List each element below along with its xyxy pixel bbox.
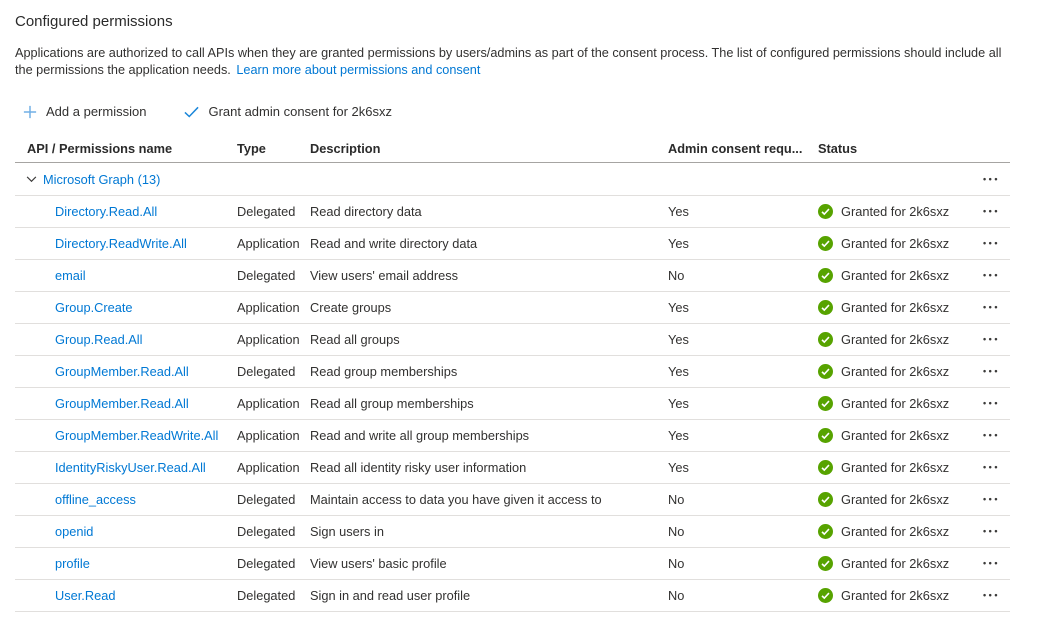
admin-consent-required-value: No	[668, 492, 685, 507]
table-body	[15, 196, 1010, 612]
admin-consent-required-value: No	[668, 556, 685, 571]
permission-type: Delegated	[237, 556, 296, 571]
status-cell	[818, 428, 973, 443]
permission-description: Create groups	[310, 300, 392, 315]
admin-consent-required-value: Yes	[668, 236, 689, 251]
add-permission-label: Add a permission	[46, 104, 147, 119]
learn-more-link[interactable]: Learn more about permissions and consent	[236, 62, 481, 77]
row-menu-button[interactable]: •••	[981, 395, 1002, 412]
grant-admin-consent-label: Grant admin consent for 2k6sxz	[208, 104, 392, 119]
row-menu-button[interactable]: •••	[981, 427, 1002, 444]
status-cell	[818, 460, 973, 475]
permission-description: Sign users in	[310, 524, 384, 539]
permission-name-link[interactable]: GroupMember.Read.All	[55, 364, 189, 379]
status-cell	[818, 588, 973, 603]
status-cell	[818, 332, 973, 347]
table-row	[15, 228, 1010, 260]
permission-name-link[interactable]: Group.Read.All	[55, 332, 143, 347]
permission-description: Read all groups	[310, 332, 400, 347]
group-menu-button[interactable]: •••	[981, 171, 1002, 188]
granted-check-icon	[818, 236, 833, 251]
status-text: Granted for 2k6sxz	[841, 492, 950, 507]
permission-description: View users' basic profile	[310, 556, 447, 571]
status-cell	[818, 396, 973, 411]
permission-type: Application	[237, 428, 300, 443]
permission-type: Application	[237, 460, 300, 475]
admin-consent-required-value: Yes	[668, 364, 689, 379]
permission-description: Read all identity risky user information	[310, 460, 527, 475]
row-menu-button[interactable]: •••	[981, 299, 1002, 316]
table-row	[15, 292, 1010, 324]
table-row	[15, 452, 1010, 484]
table-row	[15, 324, 1010, 356]
status-cell	[818, 300, 973, 315]
granted-check-icon	[818, 492, 833, 507]
permission-name-link[interactable]: profile	[55, 556, 90, 571]
row-menu-button[interactable]: •••	[981, 331, 1002, 348]
permission-description: Read directory data	[310, 204, 422, 219]
permission-type: Delegated	[237, 588, 296, 603]
status-text: Granted for 2k6sxz	[841, 396, 950, 411]
permission-name-link[interactable]: GroupMember.ReadWrite.All	[55, 428, 219, 443]
row-menu-button[interactable]: •••	[981, 523, 1002, 540]
status-cell	[818, 492, 973, 507]
permission-description: Sign in and read user profile	[310, 588, 471, 603]
permission-name-link[interactable]: Group.Create	[55, 300, 133, 315]
table-row	[15, 548, 1010, 580]
grant-admin-consent-button[interactable]	[180, 102, 396, 121]
status-text: Granted for 2k6sxz	[841, 268, 950, 283]
column-header-status: Status	[818, 140, 858, 156]
permission-description: Read and write all group memberships	[310, 428, 530, 443]
admin-consent-required-value: Yes	[668, 396, 689, 411]
description-body: Applications are authorized to call APIs when they are granted permissions by users/admins as part of the consent process. The list of configured permissions should include all the permissions the application needs.	[15, 46, 1002, 77]
permission-name-link[interactable]: offline_access	[55, 492, 136, 507]
status-cell	[818, 556, 973, 571]
granted-check-icon	[818, 588, 833, 603]
table-row	[15, 580, 1010, 612]
row-menu-button[interactable]: •••	[981, 491, 1002, 508]
permission-name-link[interactable]: email	[55, 268, 86, 283]
permission-description: Read group memberships	[310, 364, 458, 379]
admin-consent-required-value: No	[668, 524, 685, 539]
permission-name-link[interactable]: openid	[55, 524, 94, 539]
command-bar	[15, 98, 1010, 125]
granted-check-icon	[818, 332, 833, 347]
permission-type: Delegated	[237, 364, 296, 379]
add-permission-button[interactable]	[19, 102, 150, 121]
admin-consent-required-value: Yes	[668, 460, 689, 475]
granted-check-icon	[818, 460, 833, 475]
granted-check-icon	[818, 268, 833, 283]
table-row	[15, 356, 1010, 388]
status-text: Granted for 2k6sxz	[841, 428, 950, 443]
permission-name-link[interactable]: Directory.Read.All	[55, 204, 158, 219]
page-title: Configured permissions	[15, 13, 173, 30]
table-row	[15, 420, 1010, 452]
row-menu-button[interactable]: •••	[981, 459, 1002, 476]
description-text	[15, 45, 1010, 78]
row-menu-button[interactable]: •••	[981, 267, 1002, 284]
status-cell	[818, 524, 973, 539]
permission-name-link[interactable]: IdentityRiskyUser.Read.All	[55, 460, 206, 475]
row-menu-button[interactable]: •••	[981, 363, 1002, 380]
status-text: Granted for 2k6sxz	[841, 588, 950, 603]
table-row	[15, 484, 1010, 516]
admin-consent-required-value: No	[668, 268, 685, 283]
table-row	[15, 196, 1010, 228]
permission-type: Delegated	[237, 524, 296, 539]
table-row	[15, 516, 1010, 548]
permission-description: Read and write directory data	[310, 236, 478, 251]
status-text: Granted for 2k6sxz	[841, 524, 950, 539]
row-menu-button[interactable]: •••	[981, 203, 1002, 220]
admin-consent-required-value: Yes	[668, 428, 689, 443]
row-menu-button[interactable]: •••	[981, 555, 1002, 572]
status-cell	[818, 364, 973, 379]
permission-type: Delegated	[237, 204, 296, 219]
group-name-link[interactable]: Microsoft Graph (13)	[43, 171, 161, 187]
column-header-admin-consent: Admin consent requ...	[668, 140, 803, 156]
granted-check-icon	[818, 428, 833, 443]
permission-description: Maintain access to data you have given it access to	[310, 492, 602, 507]
permission-name-link[interactable]: GroupMember.Read.All	[55, 396, 189, 411]
table-row	[15, 388, 1010, 420]
status-text: Granted for 2k6sxz	[841, 556, 950, 571]
chevron-down-icon[interactable]	[24, 174, 39, 185]
status-text: Granted for 2k6sxz	[841, 460, 950, 475]
granted-check-icon	[818, 396, 833, 411]
permission-name-link[interactable]: Directory.ReadWrite.All	[55, 236, 187, 251]
admin-consent-required-value: Yes	[668, 332, 689, 347]
permission-type: Application	[237, 332, 300, 347]
permission-type: Application	[237, 396, 300, 411]
permission-description: View users' email address	[310, 268, 459, 283]
status-text: Granted for 2k6sxz	[841, 332, 950, 347]
row-menu-button[interactable]: •••	[981, 235, 1002, 252]
permission-type: Application	[237, 236, 300, 251]
column-header-description: Description	[310, 140, 381, 156]
column-header-type: Type	[237, 140, 266, 156]
group-row-microsoft-graph	[15, 163, 1010, 196]
admin-consent-required-value: Yes	[668, 204, 689, 219]
granted-check-icon	[818, 204, 833, 219]
permission-type: Application	[237, 300, 300, 315]
granted-check-icon	[818, 556, 833, 571]
plus-icon	[23, 105, 37, 119]
table-header-row	[15, 134, 1010, 163]
status-cell	[818, 236, 973, 251]
permission-type: Delegated	[237, 492, 296, 507]
admin-consent-required-value: No	[668, 588, 685, 603]
granted-check-icon	[818, 364, 833, 379]
permission-type: Delegated	[237, 268, 296, 283]
status-cell	[818, 268, 973, 283]
row-menu-button[interactable]: •••	[981, 587, 1002, 604]
status-text: Granted for 2k6sxz	[841, 204, 950, 219]
status-text: Granted for 2k6sxz	[841, 300, 950, 315]
check-icon	[184, 106, 199, 118]
permission-name-link[interactable]: User.Read	[55, 588, 116, 603]
status-text: Granted for 2k6sxz	[841, 236, 950, 251]
status-cell	[818, 204, 973, 219]
granted-check-icon	[818, 524, 833, 539]
column-header-api-name: API / Permissions name	[27, 140, 173, 156]
granted-check-icon	[818, 300, 833, 315]
permission-description: Read all group memberships	[310, 396, 474, 411]
permissions-table	[15, 134, 1010, 612]
table-row	[15, 260, 1010, 292]
status-text: Granted for 2k6sxz	[841, 364, 950, 379]
admin-consent-required-value: Yes	[668, 300, 689, 315]
